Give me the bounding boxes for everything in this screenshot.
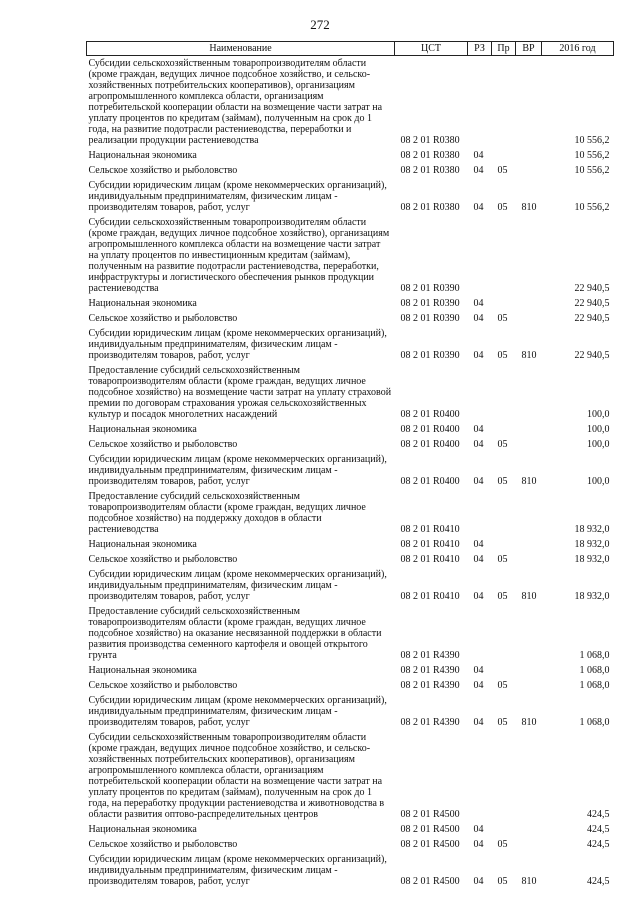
table-row bbox=[87, 422, 614, 437]
row-rz: 04 bbox=[473, 150, 484, 161]
row-name: Субсидии юридическим лицам (кроме некоммерческих организаций), индивидуальным предпринимателям, физическим лицам - производителям товаров, работ, услуг bbox=[88, 180, 387, 213]
table-row bbox=[87, 822, 614, 837]
row-pr: 05 bbox=[497, 313, 508, 324]
row-rz: 04 bbox=[473, 680, 484, 691]
row-cst: 08 2 01 R0390 bbox=[400, 283, 460, 294]
row-vr bbox=[516, 163, 542, 178]
row-pr bbox=[492, 822, 516, 837]
row-cst: 08 2 01 R4500 bbox=[400, 809, 460, 820]
row-name: Сельское хозяйство и рыболовство bbox=[88, 439, 238, 450]
row-cst: 08 2 01 R0380 bbox=[400, 135, 460, 146]
row-vr bbox=[516, 822, 542, 837]
row-rz bbox=[468, 730, 492, 822]
header-vr: ВР bbox=[516, 42, 542, 56]
table-row bbox=[87, 852, 614, 889]
table-row bbox=[87, 148, 614, 163]
row-rz: 04 bbox=[473, 202, 484, 213]
row-vr bbox=[516, 552, 542, 567]
row-pr: 05 bbox=[497, 350, 508, 361]
row-rz: 04 bbox=[473, 539, 484, 550]
row-rz: 04 bbox=[473, 298, 484, 309]
row-vr bbox=[516, 422, 542, 437]
row-sum: 18 932,0 bbox=[574, 554, 610, 565]
table-header bbox=[87, 42, 614, 56]
row-sum: 424,5 bbox=[587, 876, 610, 887]
table-row bbox=[87, 678, 614, 693]
row-sum: 10 556,2 bbox=[574, 165, 610, 176]
row-vr bbox=[516, 678, 542, 693]
row-pr bbox=[492, 296, 516, 311]
row-name: Национальная экономика bbox=[88, 424, 197, 435]
row-sum: 1 068,0 bbox=[579, 650, 610, 661]
row-rz: 04 bbox=[473, 665, 484, 676]
row-rz: 04 bbox=[473, 424, 484, 435]
row-pr bbox=[492, 663, 516, 678]
row-sum: 18 932,0 bbox=[574, 524, 610, 535]
row-cst: 08 2 01 R4390 bbox=[400, 665, 460, 676]
row-pr bbox=[492, 730, 516, 822]
row-cst: 08 2 01 R0390 bbox=[400, 350, 460, 361]
table-row bbox=[87, 56, 614, 149]
row-name: Национальная экономика bbox=[88, 539, 197, 550]
table-row bbox=[87, 296, 614, 311]
row-pr bbox=[492, 56, 516, 149]
row-vr bbox=[516, 537, 542, 552]
row-vr: 810 bbox=[521, 591, 537, 602]
row-cst: 08 2 01 R4390 bbox=[400, 680, 460, 691]
table-row bbox=[87, 311, 614, 326]
row-name: Национальная экономика bbox=[88, 824, 197, 835]
row-sum: 22 940,5 bbox=[574, 298, 610, 309]
row-cst: 08 2 01 R0400 bbox=[400, 424, 460, 435]
table-row bbox=[87, 489, 614, 537]
row-rz bbox=[468, 489, 492, 537]
row-name: Субсидии юридическим лицам (кроме некоммерческих организаций), индивидуальным предпринимателям, физическим лицам - производителям товаров, работ, услуг bbox=[88, 695, 387, 728]
row-cst: 08 2 01 R0400 bbox=[400, 409, 460, 420]
row-pr: 05 bbox=[497, 476, 508, 487]
row-rz bbox=[468, 604, 492, 663]
row-pr bbox=[492, 215, 516, 296]
row-pr: 05 bbox=[497, 717, 508, 728]
table-row bbox=[87, 163, 614, 178]
table-row bbox=[87, 552, 614, 567]
row-sum: 22 940,5 bbox=[574, 350, 610, 361]
row-name: Субсидии сельскохозяйственным товаропроизводителям области (кроме граждан, ведущих личное подсобное хозяйство, и сельско-хозяйственных потребительских кооперативов), организациям агропромышленного комплекса области, организациям потребительской кооперации области на возмещение части затрат на уплату процентов по кредитам (займам), полученным на срок до 1 года, на переработку продукции растениеводства и животноводства в области развития оптово-распределительных центров bbox=[88, 732, 385, 820]
row-name: Предоставление субсидий сельскохозяйственным товаропроизводителям области (кроме граждан, ведущих личное подсобное хозяйство) на возмещение части затрат на уплату страховой премии по договорам страхования урожая сельскохозяйственных культур и посадок многолетних насаждений bbox=[88, 365, 392, 420]
table-row bbox=[87, 730, 614, 822]
table-row bbox=[87, 837, 614, 852]
row-pr bbox=[492, 422, 516, 437]
row-vr: 810 bbox=[521, 717, 537, 728]
row-pr: 05 bbox=[497, 680, 508, 691]
row-vr bbox=[516, 489, 542, 537]
row-name: Субсидии юридическим лицам (кроме некоммерческих организаций), индивидуальным предпринимателям, физическим лицам - производителям товаров, работ, услуг bbox=[88, 569, 387, 602]
table-row bbox=[87, 326, 614, 363]
row-name: Предоставление субсидий сельскохозяйственным товаропроизводителям области (кроме граждан, ведущих личное подсобное хозяйство) на поддержку доходов в области растениеводства bbox=[88, 491, 366, 535]
header-year: 2016 год bbox=[542, 42, 614, 56]
header-name: Наименование bbox=[87, 42, 395, 56]
row-cst: 08 2 01 R0410 bbox=[400, 539, 460, 550]
row-rz bbox=[468, 215, 492, 296]
row-cst: 08 2 01 R4390 bbox=[400, 717, 460, 728]
row-sum: 1 068,0 bbox=[579, 665, 610, 676]
row-rz: 04 bbox=[473, 554, 484, 565]
row-name: Национальная экономика bbox=[88, 665, 197, 676]
row-rz: 04 bbox=[473, 717, 484, 728]
row-rz: 04 bbox=[473, 476, 484, 487]
row-vr bbox=[516, 363, 542, 422]
row-vr bbox=[516, 437, 542, 452]
row-pr: 05 bbox=[497, 439, 508, 450]
row-cst: 08 2 01 R0410 bbox=[400, 524, 460, 535]
header-pr: Пр bbox=[492, 42, 516, 56]
row-sum: 424,5 bbox=[587, 824, 610, 835]
row-sum: 22 940,5 bbox=[574, 313, 610, 324]
row-cst: 08 2 01 R4500 bbox=[400, 839, 460, 850]
row-vr bbox=[516, 148, 542, 163]
row-pr: 05 bbox=[497, 839, 508, 850]
row-name: Сельское хозяйство и рыболовство bbox=[88, 313, 238, 324]
row-pr: 05 bbox=[497, 591, 508, 602]
row-name: Сельское хозяйство и рыболовство bbox=[88, 680, 238, 691]
row-rz: 04 bbox=[473, 313, 484, 324]
table-row bbox=[87, 215, 614, 296]
row-cst: 08 2 01 R4390 bbox=[400, 650, 460, 661]
row-name: Субсидии юридическим лицам (кроме некоммерческих организаций), индивидуальным предпринимателям, физическим лицам - производителям товаров, работ, услуг bbox=[88, 854, 387, 887]
row-vr: 810 bbox=[521, 476, 537, 487]
row-name: Национальная экономика bbox=[88, 298, 197, 309]
row-pr: 05 bbox=[497, 876, 508, 887]
row-vr bbox=[516, 56, 542, 149]
row-name: Сельское хозяйство и рыболовство bbox=[88, 554, 238, 565]
row-cst: 08 2 01 R4500 bbox=[400, 876, 460, 887]
row-name: Национальная экономика bbox=[88, 150, 197, 161]
row-vr bbox=[516, 296, 542, 311]
row-sum: 100,0 bbox=[587, 476, 610, 487]
row-vr bbox=[516, 730, 542, 822]
row-vr bbox=[516, 837, 542, 852]
row-cst: 08 2 01 R0380 bbox=[400, 165, 460, 176]
row-rz: 04 bbox=[473, 165, 484, 176]
row-pr bbox=[492, 148, 516, 163]
row-vr bbox=[516, 215, 542, 296]
row-rz bbox=[468, 56, 492, 149]
row-cst: 08 2 01 R0400 bbox=[400, 439, 460, 450]
row-rz: 04 bbox=[473, 591, 484, 602]
row-rz bbox=[468, 363, 492, 422]
row-name: Сельское хозяйство и рыболовство bbox=[88, 839, 238, 850]
row-cst: 08 2 01 R0390 bbox=[400, 313, 460, 324]
row-rz: 04 bbox=[473, 876, 484, 887]
row-sum: 100,0 bbox=[587, 439, 610, 450]
row-cst: 08 2 01 R0380 bbox=[400, 150, 460, 161]
row-pr bbox=[492, 537, 516, 552]
row-vr: 810 bbox=[521, 876, 537, 887]
budget-table bbox=[86, 41, 614, 889]
table-body bbox=[87, 56, 614, 890]
row-pr bbox=[492, 363, 516, 422]
row-cst: 08 2 01 R0410 bbox=[400, 554, 460, 565]
row-cst: 08 2 01 R0390 bbox=[400, 298, 460, 309]
row-cst: 08 2 01 R0410 bbox=[400, 591, 460, 602]
row-name: Предоставление субсидий сельскохозяйственным товаропроизводителям области (кроме граждан, ведущих личное подсобное хозяйство) на оказание несвязанной поддержки в области развития производства семенного картофеля и овощей открытого грунта bbox=[88, 606, 382, 661]
table-row bbox=[87, 363, 614, 422]
table-row bbox=[87, 663, 614, 678]
row-sum: 424,5 bbox=[587, 839, 610, 850]
row-sum: 424,5 bbox=[587, 809, 610, 820]
row-sum: 10 556,2 bbox=[574, 150, 610, 161]
table-row bbox=[87, 452, 614, 489]
row-sum: 1 068,0 bbox=[579, 680, 610, 691]
row-rz: 04 bbox=[473, 824, 484, 835]
row-rz: 04 bbox=[473, 839, 484, 850]
row-vr bbox=[516, 311, 542, 326]
header-cst: ЦСТ bbox=[395, 42, 468, 56]
header-rz: РЗ bbox=[468, 42, 492, 56]
row-name: Субсидии юридическим лицам (кроме некоммерческих организаций), индивидуальным предпринимателям, физическим лицам - производителям товаров, работ, услуг bbox=[88, 328, 387, 361]
row-vr: 810 bbox=[521, 350, 537, 361]
row-sum: 10 556,2 bbox=[574, 202, 610, 213]
table-row bbox=[87, 178, 614, 215]
table-row bbox=[87, 567, 614, 604]
row-name: Субсидии юридическим лицам (кроме некоммерческих организаций), индивидуальным предпринимателям, физическим лицам - производителям товаров, работ, услуг bbox=[88, 454, 387, 487]
row-vr bbox=[516, 663, 542, 678]
table-row bbox=[87, 693, 614, 730]
row-sum: 10 556,2 bbox=[574, 135, 610, 146]
row-pr: 05 bbox=[497, 165, 508, 176]
row-vr: 810 bbox=[521, 202, 537, 213]
row-pr: 05 bbox=[497, 554, 508, 565]
row-rz: 04 bbox=[473, 439, 484, 450]
row-vr bbox=[516, 604, 542, 663]
row-pr: 05 bbox=[497, 202, 508, 213]
page-number: 272 bbox=[310, 17, 330, 32]
row-name: Субсидии сельскохозяйственным товаропроизводителям области (кроме граждан, ведущих личное подсобное хозяйство, и сельско-хозяйственных потребительских кооперативов), организациям агропромышленного комплекса области, организациям потребительской кооперации области на возмещение части затрат на уплату процентов по кредитам (займам), полученным на срок до 1 года, на развитие подотрасли растениеводства, переработки и реализации продукции растениеводства bbox=[88, 58, 383, 146]
row-sum: 1 068,0 bbox=[579, 717, 610, 728]
row-cst: 08 2 01 R4500 bbox=[400, 824, 460, 835]
row-pr bbox=[492, 489, 516, 537]
row-sum: 22 940,5 bbox=[574, 283, 610, 294]
table-row bbox=[87, 437, 614, 452]
row-name: Субсидии сельскохозяйственным товаропроизводителям области (кроме граждан, ведущих личное подсобное хозяйство), организациям агропромышленного комплекса области на возмещение части затрат на уплату процентов по инвестиционным кредитам (займам), полученным на развитие подотрасли растениеводства, переработки, инфраструктуры и логистического обеспечения рынков продукции растениеводства bbox=[88, 217, 390, 294]
table-row bbox=[87, 604, 614, 663]
row-name: Сельское хозяйство и рыболовство bbox=[88, 165, 238, 176]
row-sum: 18 932,0 bbox=[574, 539, 610, 550]
row-cst: 08 2 01 R0380 bbox=[400, 202, 460, 213]
row-sum: 100,0 bbox=[587, 409, 610, 420]
row-sum: 18 932,0 bbox=[574, 591, 610, 602]
row-sum: 100,0 bbox=[587, 424, 610, 435]
row-rz: 04 bbox=[473, 350, 484, 361]
row-pr bbox=[492, 604, 516, 663]
table-row bbox=[87, 537, 614, 552]
row-cst: 08 2 01 R0400 bbox=[400, 476, 460, 487]
